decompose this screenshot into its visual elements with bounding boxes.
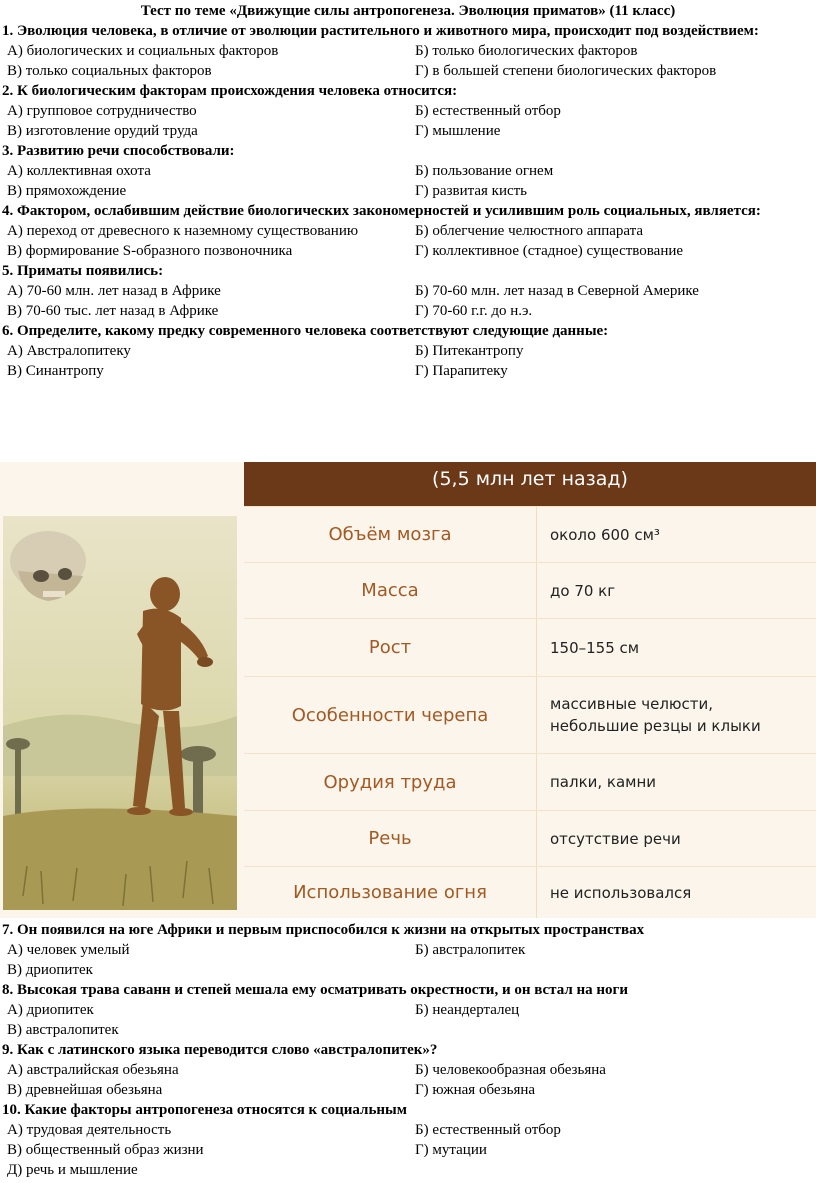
answer-row [0, 940, 816, 960]
answer-option: В) древнейшая обезьяна [7, 1082, 163, 1098]
figure-row [244, 506, 816, 562]
question-text: 7. Он появился на юге Африки и первым приспособился к жизни на открытых пространствах [2, 922, 645, 938]
figure-row-label: Масса [361, 580, 419, 601]
answer-option: А) коллективная охота [7, 163, 151, 179]
test-document-top [0, 0, 816, 381]
figure-header-text: (5,5 млн лет назад) [432, 468, 628, 490]
answer-option: А) Австралопитеку [7, 343, 131, 359]
figure-row-label: Орудия труда [323, 771, 457, 793]
answer-option: Г) развитая кисть [415, 183, 528, 199]
figure-row-value: массивные челюсти, небольшие резцы и клыки [550, 695, 761, 735]
answer-option: Б) пользование огнем [415, 163, 554, 179]
questions-block-1 [0, 21, 816, 381]
answer-options [0, 41, 816, 81]
answer-option: Г) Парапитеку [415, 363, 508, 379]
answer-option: Б) естественный отбор [415, 1122, 561, 1138]
answer-options [0, 161, 816, 201]
question-text: 9. Как с латинского языка переводится слово «австралопитек»? [2, 1042, 438, 1058]
answer-options [0, 221, 816, 261]
answer-row [0, 61, 816, 81]
question-text: 8. Высокая трава саванн и степей мешала ему осматривать окрестности, и он встал на ноги [2, 982, 629, 998]
answer-row [0, 281, 816, 301]
answer-option: В) 70-60 тыс. лет назад в Африке [7, 303, 219, 319]
figure-row-value: около 600 см³ [550, 525, 660, 544]
test-document-bottom [0, 920, 816, 1180]
answer-row [0, 1020, 816, 1040]
answer-option: Б) естественный отбор [415, 103, 561, 119]
answer-option: Б) 70-60 млн. лет назад в Северной Америке [415, 283, 699, 299]
answer-row [0, 181, 816, 201]
answer-options [0, 281, 816, 321]
answer-row [0, 221, 816, 241]
answer-option: А) групповое сотрудничество [7, 103, 197, 119]
australopithecus-figure [0, 462, 816, 918]
question-text: 2. К биологическим факторам происхождения человека относится: [2, 83, 458, 99]
answer-option: В) австралопитек [7, 1022, 119, 1038]
answer-row [0, 161, 816, 181]
figure-row [244, 676, 816, 753]
answer-options [0, 940, 816, 980]
figure-row-value: до 70 кг [550, 581, 616, 600]
answer-row [0, 1060, 816, 1080]
answer-option [415, 1020, 816, 1040]
answer-option: В) прямохождение [7, 183, 127, 199]
answer-row [0, 341, 816, 361]
question-text: 1. Эволюция человека, в отличие от эволюции растительного и животного мира, происходит под воздействием: [2, 23, 759, 39]
answer-options [0, 1120, 816, 1180]
answer-row [0, 1120, 816, 1140]
answer-option: Г) 70-60 г.г. до н.э. [415, 303, 533, 319]
answer-option: А) переход от древесного к наземному существованию [7, 223, 359, 239]
answer-options [0, 1060, 816, 1100]
answer-option [415, 960, 816, 980]
answer-option: Г) мышление [415, 123, 501, 139]
answer-option: Д) речь и мышление [7, 1162, 138, 1178]
answer-option: В) формирование S-образного позвоночника [7, 243, 293, 259]
question-text: 4. Фактором, ослабившим действие биологических закономерностей и усилившим роль социальных, является: [2, 203, 761, 219]
answer-row [0, 101, 816, 121]
figure-table [244, 506, 816, 918]
answer-row [0, 41, 816, 61]
answer-option: А) дриопитек [7, 1002, 94, 1018]
figure-row-label: Объём мозга [328, 524, 452, 545]
answer-option: Б) только биологических факторов [415, 43, 638, 59]
answer-option: А) австралийская обезьяна [7, 1062, 179, 1078]
answer-row [0, 301, 816, 321]
figure-row-value: 150–155 см [550, 638, 640, 657]
figure-row-label: Речь [368, 828, 412, 849]
answer-option: Б) Питекантропу [415, 343, 524, 359]
figure-row [244, 810, 816, 866]
answer-option: В) Синантропу [7, 363, 104, 379]
answer-option: В) общественный образ жизни [7, 1142, 204, 1158]
figure-row-label: Особенности черепа [291, 704, 489, 726]
answer-row [0, 1000, 816, 1020]
document-title: Тест по теме «Движущие силы антропогенеза. Эволюция приматов» (11 класс) [140, 3, 676, 19]
figure-row [244, 562, 816, 618]
answer-option: А) трудовая деятельность [7, 1122, 172, 1138]
answer-option: В) дриопитек [7, 962, 93, 978]
answer-options [0, 1000, 816, 1040]
figure-row [244, 866, 816, 918]
answer-option: Г) коллективное (стадное) существование [415, 243, 684, 259]
answer-option: Б) облегчение челюстного аппарата [415, 223, 644, 239]
answer-option: Б) неандерталец [415, 1002, 520, 1018]
answer-option: В) только социальных факторов [7, 63, 212, 79]
answer-option: Г) в большей степени биологических факторов [415, 63, 717, 79]
answer-option: Б) австралопитек [415, 942, 526, 958]
answer-option: В) изготовление орудий труда [7, 123, 198, 139]
figure-row-value: палки, камни [550, 773, 657, 791]
answer-options [0, 341, 816, 381]
question-text: 3. Развитию речи способствовали: [2, 143, 235, 159]
answer-row [0, 1080, 816, 1100]
figure-row [244, 753, 816, 810]
answer-row [0, 121, 816, 141]
answer-row [0, 1140, 816, 1160]
answer-option: Б) человекообразная обезьяна [415, 1062, 606, 1078]
answer-option: А) 70-60 млн. лет назад в Африке [7, 283, 221, 299]
answer-option: Г) южная обезьяна [415, 1082, 536, 1098]
answer-row [0, 1160, 816, 1180]
answer-option [415, 1160, 816, 1180]
answer-options [0, 101, 816, 141]
figure-row [244, 618, 816, 676]
question-text: 5. Приматы появились: [2, 263, 164, 279]
answer-option: А) человек умелый [7, 942, 130, 958]
figure-row-label: Рост [368, 637, 412, 658]
questions-block-2 [0, 920, 816, 1180]
answer-option: Г) мутации [415, 1142, 487, 1158]
figure-header [244, 462, 816, 506]
answer-option: А) биологических и социальных факторов [7, 43, 279, 59]
figure-row-value: отсутствие речи [550, 829, 681, 848]
australopithecus-illustration [3, 516, 237, 910]
question-text: 10. Какие факторы антропогенеза относятся к социальным [2, 1102, 407, 1118]
question-text: 6. Определите, какому предку современного человека соответствуют следующие данные: [2, 323, 609, 339]
figure-row-value: не использовался [550, 883, 692, 902]
answer-row [0, 960, 816, 980]
answer-row [0, 241, 816, 261]
answer-row [0, 361, 816, 381]
figure-row-label: Использование огня [293, 882, 487, 903]
